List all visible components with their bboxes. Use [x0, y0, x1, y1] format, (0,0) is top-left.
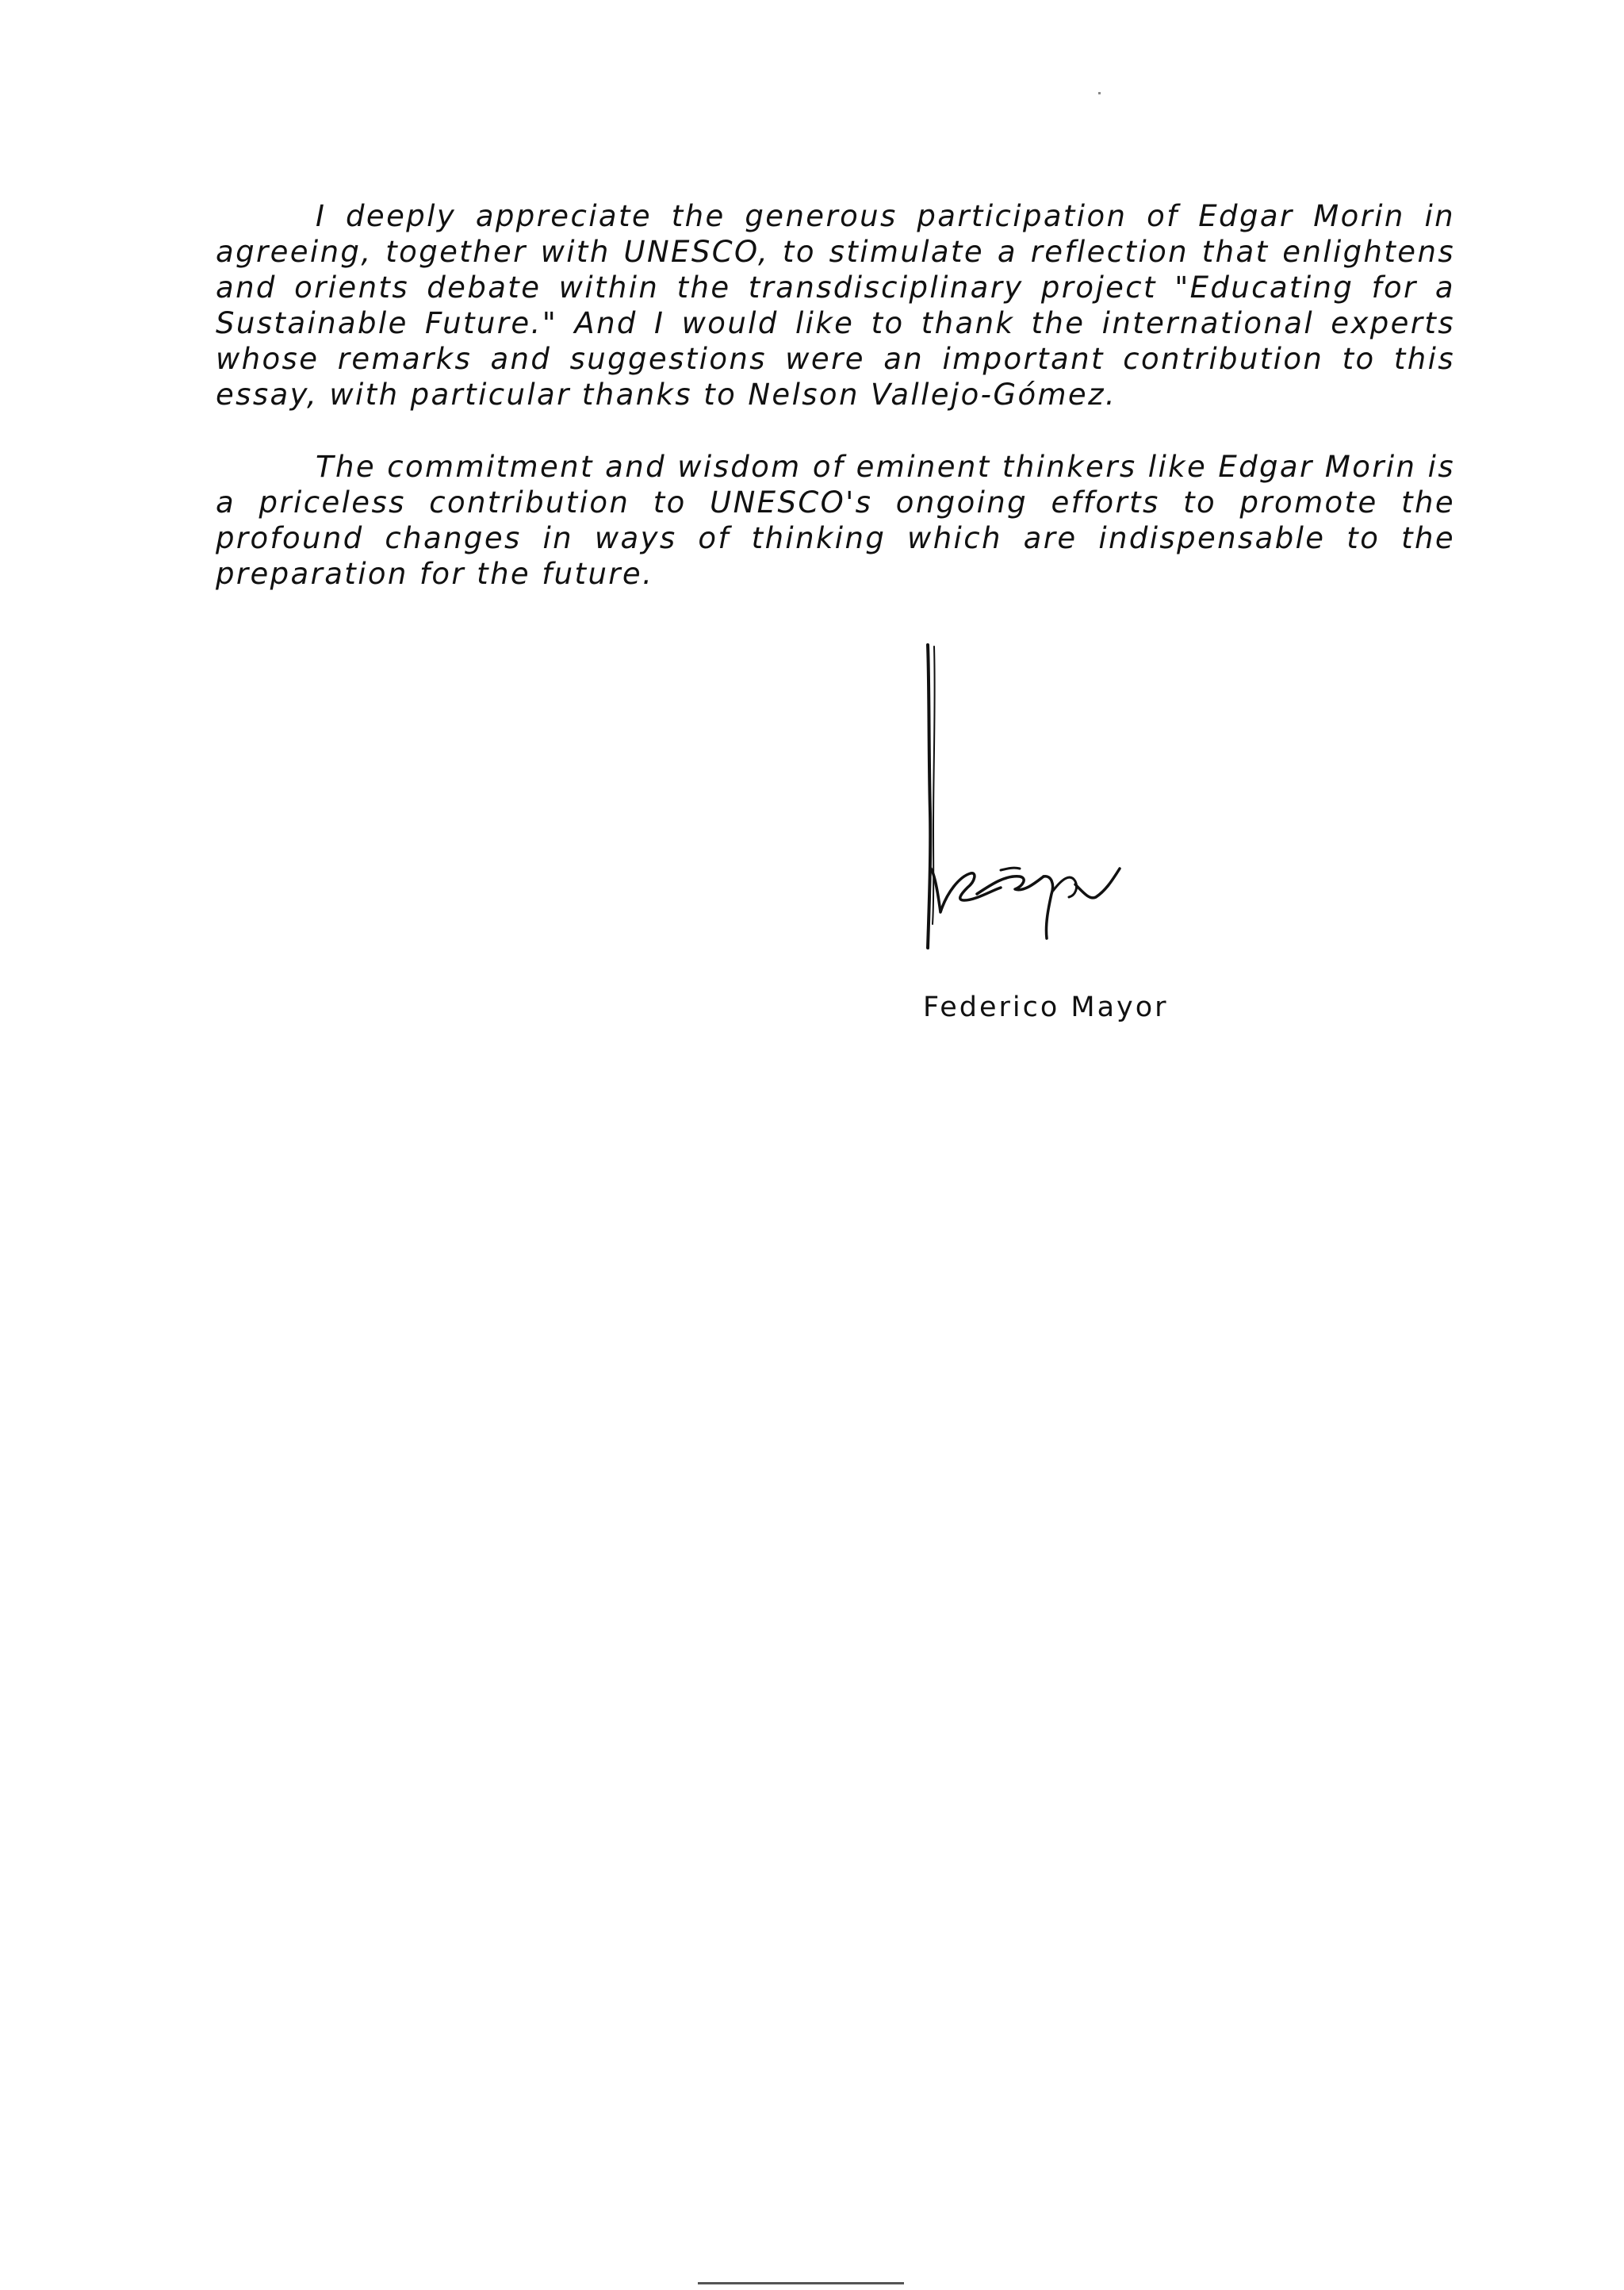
body-text — [216, 198, 1455, 628]
scan-rule — [698, 2282, 904, 2284]
signer-name: Federico Mayor — [923, 992, 1169, 1023]
paragraph-commitment: The commitment and wisdom of eminent thinkers like Edgar Morin is a priceless contribution to UNESCO's ongoing efforts to promote the profound changes in ways of thinking which are indispensable to the preparation for the future. — [216, 450, 1455, 591]
scan-speck — [1098, 92, 1101, 94]
paragraph-acknowledgement: I deeply appreciate the generous participation of Edgar Morin in agreeing, together with UNESCO, to stimulate a reflection that enlightens and orients debate within the transdisciplinary project "Educating for a Sustainable Future." And I would like to thank the international experts whose remarks and suggestions were an important contribution to this essay, with particular thanks to Nelson Vallejo-Gómez. — [216, 199, 1455, 412]
handwritten-signature — [912, 639, 1205, 956]
